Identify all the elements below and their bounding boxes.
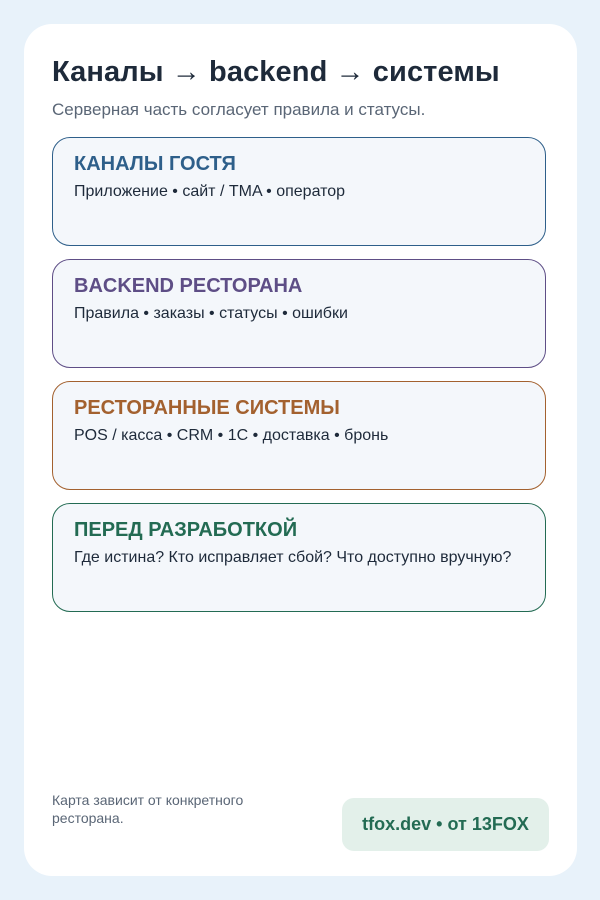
block-title: ПЕРЕД РАЗРАБОТКОЙ xyxy=(74,519,298,541)
block-title: КАНАЛЫ ГОСТЯ xyxy=(74,153,236,175)
brand-badge: tfox.dev • от 13FOX xyxy=(342,798,549,851)
diagram-card xyxy=(24,24,577,876)
page-subtitle: Серверная часть согласует правила и статусы. xyxy=(52,100,426,119)
footnote: Карта зависит от конкретного ресторана. xyxy=(52,792,244,826)
block-title: РЕСТОРАННЫЕ СИСТЕМЫ xyxy=(74,397,340,419)
block-guest-channels xyxy=(52,137,546,246)
block-text: Правила • заказы • статусы • ошибки xyxy=(74,305,348,322)
block-before-development xyxy=(52,503,546,612)
block-title: BACKEND РЕСТОРАНА xyxy=(74,275,303,297)
block-text: Приложение • сайт / TMA • оператор xyxy=(74,183,346,200)
page-title: Каналы → backend → системы xyxy=(52,56,500,88)
block-restaurant-backend xyxy=(52,259,546,368)
block-restaurant-systems xyxy=(52,381,546,490)
block-text: Где истина? Кто исправляет сбой? Что доступно вручную? xyxy=(74,549,512,566)
block-text: POS / касса • CRM • 1С • доставка • бронь xyxy=(74,427,389,444)
